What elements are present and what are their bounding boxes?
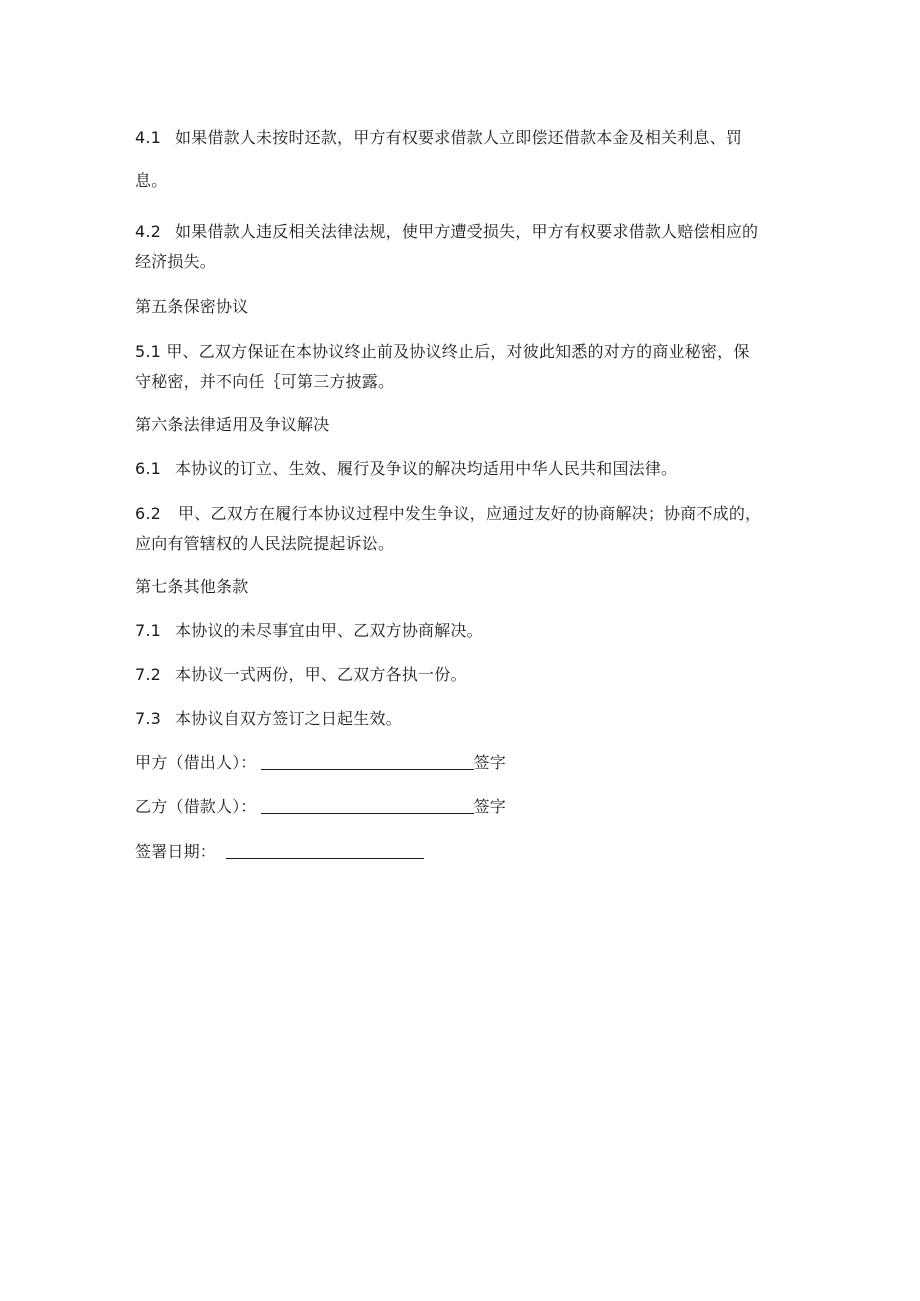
clause-text: 本协议自双方签订之日起生效。 <box>175 709 402 728</box>
clause-6-2-line-1 <box>135 504 761 524</box>
clause-4-2-line-2 <box>135 252 216 272</box>
clause-text: 本协议一式两份，甲、乙双方各执一份。 <box>175 665 467 684</box>
signing-date-blank[interactable] <box>226 842 424 859</box>
signing-date-label: 签署日期： <box>135 842 217 861</box>
section-7-title: 第七条其他条款 <box>135 577 249 596</box>
signing-date-line <box>135 842 424 862</box>
clause-7-1 <box>135 621 483 641</box>
clause-5-1-line-1: 5.1 甲、乙双方保证在本协议终止前及协议终止后，对彼此知悉的对方的商业秘密，保 <box>135 342 750 361</box>
party-a-label: 甲方（借出人）： <box>135 753 257 772</box>
party-a-signature-line <box>135 753 506 773</box>
clause-7-3 <box>135 709 402 729</box>
clause-7-2 <box>135 665 467 685</box>
clause-text: 经济损失。 <box>135 252 217 271</box>
clause-text: 息。 <box>135 171 168 190</box>
clause-number: 7.1 <box>135 621 162 640</box>
clause-5-1-line-2: 守秘密，并不向任｛可第三方披露。 <box>135 372 395 391</box>
party-b-label: 乙方（借款人）： <box>135 797 257 816</box>
clause-number: 6.1 <box>135 459 162 478</box>
clause-number: 4.1 <box>135 128 162 147</box>
clause-6-1 <box>135 459 677 479</box>
clause-number: 6.2 <box>135 504 162 523</box>
clause-4-2-line-1 <box>135 222 758 242</box>
clause-4-1-line-2 <box>135 171 167 191</box>
clause-6-2-line-2: 应向有管辖权的人民法院提起诉讼。 <box>135 534 395 553</box>
clause-number: 7.2 <box>135 665 162 684</box>
clause-text: 本协议的未尽事宜由甲、乙双方协商解决。 <box>175 621 483 640</box>
clause-text: 甲、乙双方在履行本协议过程中发生争议，应通过友好的协商解决；协商不成的， <box>178 504 762 523</box>
clause-4-1-line-1 <box>135 128 742 148</box>
clause-text: 本协议的订立、生效、履行及争议的解决均适用中华人民共和国法律。 <box>175 459 678 478</box>
clause-text: 如果借款人未按时还款，甲方有权要求借款人立即偿还借款本金及相关利息、罚 <box>175 128 743 147</box>
section-5-title: 第五条保密协议 <box>135 297 249 316</box>
party-b-sign-suffix: 签字 <box>473 797 507 816</box>
clause-number: 7.3 <box>135 709 162 728</box>
party-b-signature-line <box>135 797 506 817</box>
party-b-signature-blank[interactable] <box>261 797 474 814</box>
section-6-title: 第六条法律适用及争议解决 <box>135 415 330 434</box>
clause-number: 4.2 <box>135 222 162 241</box>
party-a-sign-suffix: 签字 <box>473 753 507 772</box>
clause-text: 如果借款人违反相关法律法规，使甲方遭受损失，甲方有权要求借款人赔偿相应的 <box>175 222 759 241</box>
party-a-signature-blank[interactable] <box>261 753 474 770</box>
